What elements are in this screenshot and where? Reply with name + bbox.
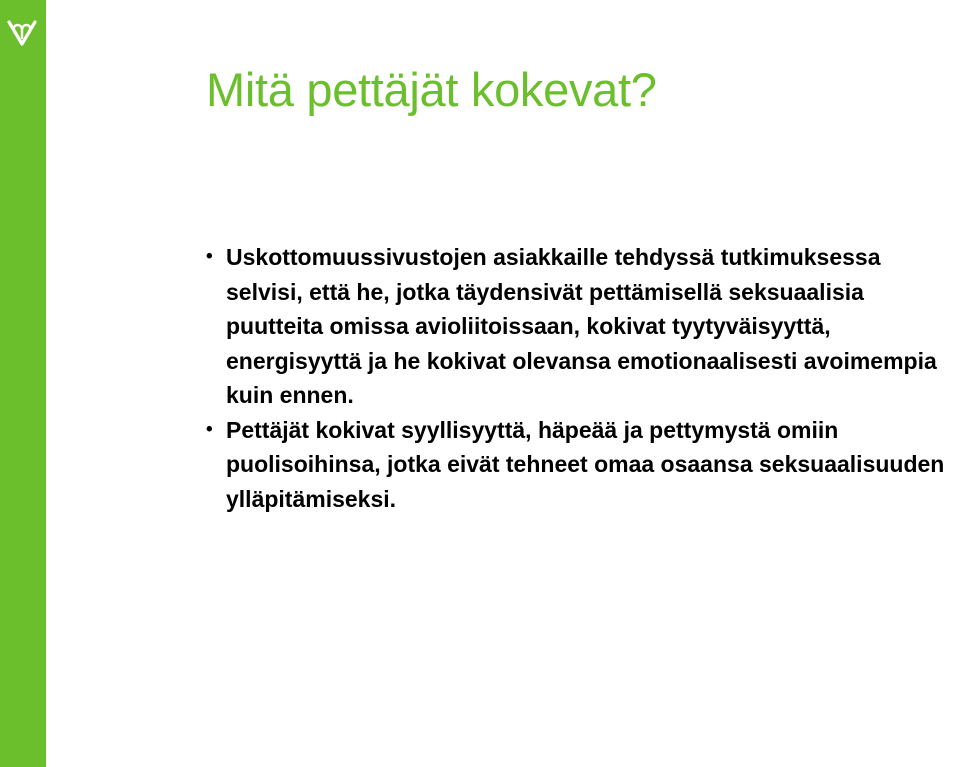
bullet-item: [206, 240, 960, 413]
bullet-list: [206, 240, 960, 516]
bullet-marker: •: [206, 246, 213, 267]
side-accent-bar: [0, 0, 46, 767]
bullet-item: [206, 413, 960, 517]
logo-icon: [4, 14, 40, 50]
bullet-marker: •: [206, 418, 213, 440]
bullet-text: Pettäjät kokivat syyllisyyttä, häpeää ja pettymystä omiin puolisoihinsa, jotka eivät tehneet omaa osaansa seksuaalisuuden ylläpitämiseksi.: [226, 416, 945, 512]
bullet-text: Uskottomuussivustojen asiakkaille tehdyssä tutkimuksessa selvisi, että he, jotka täydensivät pettämisellä seksuaalisia puutteita omissa avioliitoissaan, kokivat tyytyväisyyttä, energisyyttä ja he kokivat olevansa emotionaalisesti avoimempia kuin ennen.: [226, 244, 937, 408]
slide-title: Mitä pettäjät kokevat?: [206, 63, 657, 116]
